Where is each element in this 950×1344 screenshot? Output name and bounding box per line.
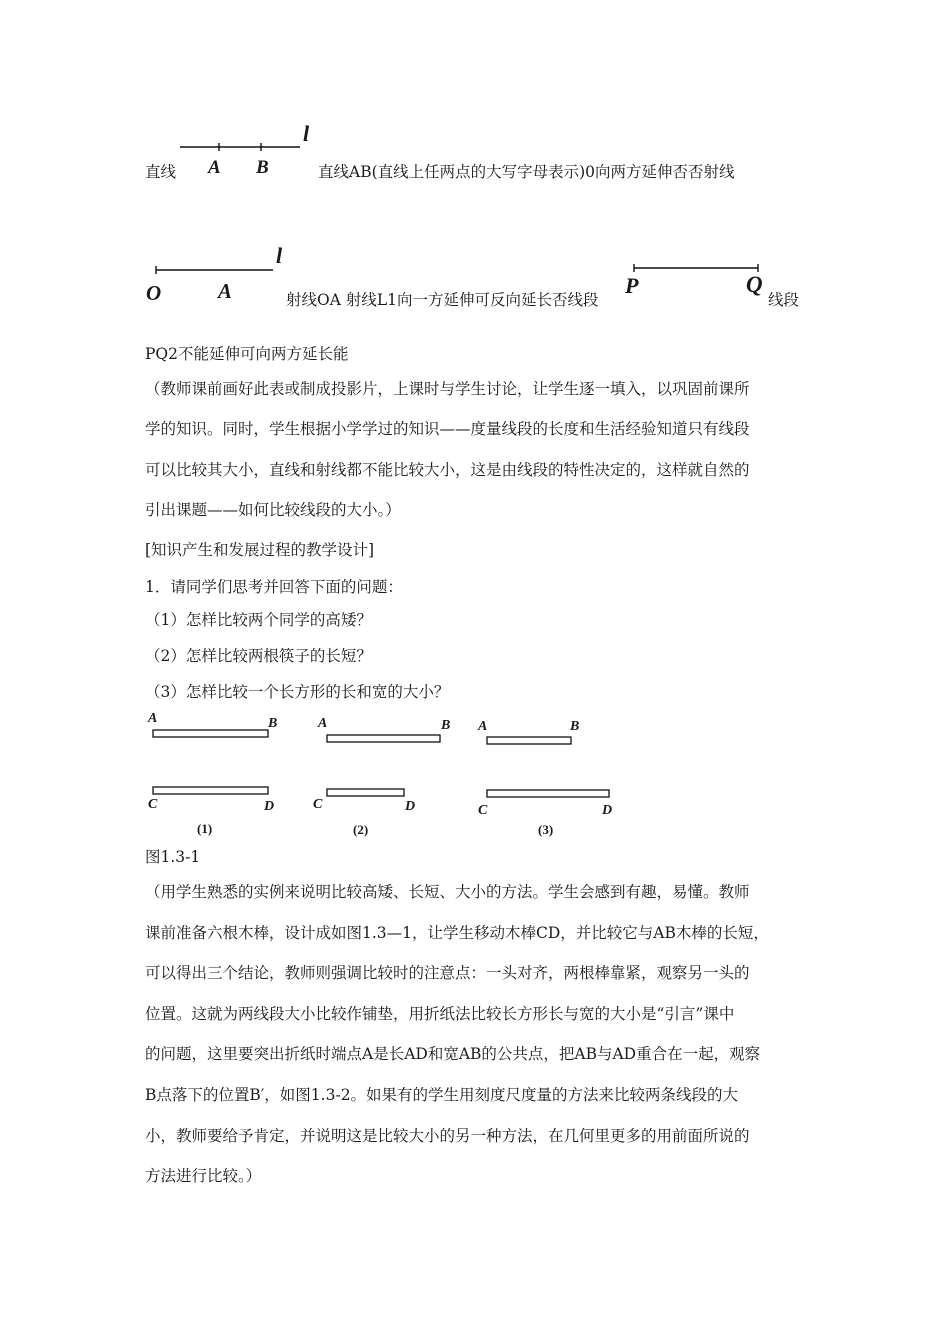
panel-2-label-d: D: [405, 799, 416, 814]
stick-cd-panel-3: [487, 790, 609, 797]
paragraph-2-line: （用学生熟悉的实例来说明比较高矮、长短、大小的方法。学生会感到有趣，易懂。教师: [145, 883, 750, 901]
panel-2-label-c: C: [313, 797, 323, 812]
ray-point-o-label: O: [146, 281, 162, 305]
stick-ab-panel-2: [327, 735, 440, 742]
segment-point-q-label: Q: [746, 272, 763, 297]
paragraph-2-line: 课前准备六根木棒，设计成如图1.3—1，让学生移动木棒CD，并比较它与AB木棒的长短，: [145, 924, 769, 942]
paragraph-2-line: 方法进行比较。）: [145, 1167, 262, 1185]
row2-suffix: 线段: [768, 291, 800, 309]
panel-1-label-b: B: [268, 716, 278, 731]
panel-2-label-b: B: [441, 718, 451, 733]
question-1: （1）怎样比较两个同学的高矮？: [145, 611, 372, 629]
line-point-a-label: A: [208, 157, 221, 178]
stick-cd-panel-2: [327, 789, 404, 796]
panel-1-label-a: A: [148, 711, 158, 726]
question-3: （3）怎样比较一个长方形的长和宽的大小？: [145, 683, 450, 701]
ray-label-l: l: [276, 243, 283, 268]
figure-caption: 图1.3-1: [145, 848, 201, 866]
paragraph-2-line: 小，教师要给予肯定，并说明这是比较大小的另一种方法，在几何里更多的用前面所说的: [145, 1127, 750, 1145]
panel-3-caption: (3): [538, 822, 554, 837]
paragraph-2-line: 可以得出三个结论，教师则强调比较时的注意点：一头对齐，两根棒靠紧，观察另一头的: [145, 964, 750, 982]
ray-point-a-label: A: [218, 279, 233, 303]
stick-cd-panel-1: [153, 787, 268, 794]
panel-1-label-c: C: [148, 797, 158, 812]
paragraph-1-line: 引出课题——如何比较线段的大小。）: [145, 501, 401, 519]
row3-text: PQ2不能延伸可向两方延长能: [145, 345, 349, 363]
panel-2-caption: (2): [353, 822, 369, 837]
question-2: （2）怎样比较两根筷子的长短？: [145, 647, 372, 665]
question-intro: 1．请同学们思考并回答下面的问题：: [145, 578, 403, 596]
stick-ab-panel-1: [153, 730, 268, 737]
segment-point-p-label: P: [625, 273, 639, 298]
paragraph-2-line: 的问题，这里要突出折纸时端点A是长AD和宽AB的公共点，把AB与AD重合在一起，观察: [145, 1045, 761, 1063]
paragraph-1-line: 可以比较其大小，直线和射线都不能比较大小，这是由线段的特性决定的，这样就自然的: [145, 461, 750, 479]
panel-2-label-a: A: [318, 716, 328, 731]
stick-ab-panel-3: [487, 737, 571, 744]
panel-1-caption: (1): [197, 821, 213, 836]
line-point-b-label: B: [256, 157, 269, 178]
paragraph-2-line: 位置。这就为两线段大小比较作铺垫，用折纸法比较长方形长与宽的大小是“引言”课中: [145, 1005, 735, 1023]
row2-text: 射线OA 射线L1向一方延伸可反向延长否线段: [286, 291, 599, 309]
panel-3-label-a: A: [478, 719, 488, 734]
paragraph-2-line: B点落下的位置B′，如图1.3-2。如果有的学生用刻度尺度量的方法来比较两条线段的大: [145, 1086, 739, 1104]
panel-3-label-b: B: [570, 719, 580, 734]
panel-3-label-c: C: [478, 803, 488, 818]
section-title: [知识产生和发展过程的教学设计]: [145, 541, 375, 559]
panel-1-label-d: D: [264, 799, 275, 814]
paragraph-1-line: （教师课前画好此表或制成投影片，上课时与学生讨论，让学生逐一填入，以巩固前课所: [145, 380, 750, 398]
row1-text: 直线AB(直线上任两点的大写字母表示)0向两方延伸否否射线: [318, 163, 735, 181]
row1-prefix: 直线: [145, 163, 177, 181]
line-label-l: l: [303, 121, 310, 146]
panel-3-label-d: D: [602, 803, 613, 818]
paragraph-1-line: 学的知识。同时，学生根据小学学过的知识——度量线段的长度和生活经验知道只有线段: [145, 420, 750, 438]
